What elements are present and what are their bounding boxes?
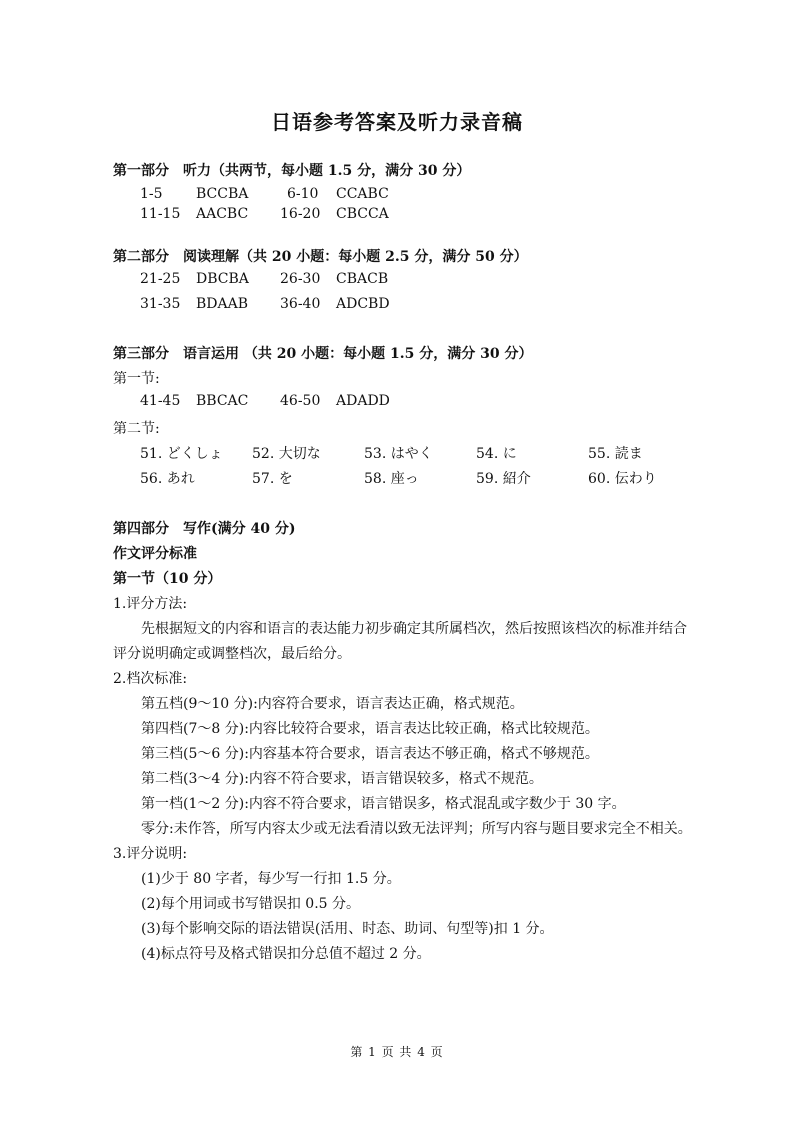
answer-item: 55. 読ま [588, 446, 643, 462]
answer-value: BCCBA [196, 186, 249, 202]
page-title: 日语参考答案及听力录音稿 [271, 110, 523, 134]
level-item: 第三档(5～6 分):内容基本符合要求，语言表达不够正确，格式不够规范。 [141, 746, 599, 762]
answer-value: CCABC [336, 186, 389, 202]
answer-item: 51. どくしょ [140, 446, 223, 462]
answer-value: DBCBA [196, 271, 249, 287]
answer-value: ADCBD [336, 296, 390, 312]
answer-value: BDAAB [196, 296, 249, 312]
answer-range: 26-30 [280, 271, 321, 287]
method-text: 先根据短文的内容和语言的表达能力初步确定其所属档次，然后按照该档次的标准并结合 [141, 621, 687, 637]
answer-item: 53. はやく [364, 446, 433, 462]
part4-heading: 第四部分 写作(满分 40 分) [113, 521, 296, 537]
answer-value: BBCAC [196, 393, 249, 409]
answer-item: 58. 座っ [364, 471, 419, 487]
level-item: 第四档(7～8 分):内容比较符合要求，语言表达比较正确，格式比较规范。 [141, 721, 599, 737]
answer-value: CBACB [336, 271, 389, 287]
note-item: (3)每个影响交际的语法错误(活用、时态、助词、句型等)扣 1 分。 [141, 921, 554, 937]
note-item: (2)每个用词或书写错误扣 0.5 分。 [141, 896, 360, 912]
answer-range: 11-15 [140, 206, 181, 222]
answer-item: 57. を [252, 471, 293, 487]
answer-item: 60. 伝わり [588, 471, 657, 487]
note-item: (4)标点符号及格式错误扣分总值不超过 2 分。 [141, 946, 431, 962]
note-item: (1)少于 80 字者，每少写一行扣 1.5 分。 [141, 871, 401, 887]
part2-heading: 第二部分 阅读理解（共 20 小题：每小题 2.5 分，满分 50 分） [113, 249, 528, 265]
answer-item: 56. あれ [140, 471, 195, 487]
method-text: 评分说明确定或调整档次，最后给分。 [113, 646, 351, 662]
level-item: 第一档(1～2 分):内容不符合要求，语言错误多，格式混乱或字数少于 30 字。 [141, 796, 626, 812]
scoring-standard-heading: 作文评分标准 [113, 546, 197, 562]
answer-range: 1-5 [140, 186, 163, 202]
answer-item: 59. 紹介 [476, 471, 531, 487]
answer-item: 54. に [476, 446, 517, 462]
level-item: 第五档(9～10 分):内容符合要求，语言表达正确，格式规范。 [141, 696, 524, 712]
answer-range: 31-35 [140, 296, 181, 312]
level-item: 第二档(3～4 分):内容不符合要求，语言错误较多，格式不规范。 [141, 771, 543, 787]
answer-value: ADADD [336, 393, 390, 409]
answer-range: 36-40 [280, 296, 321, 312]
level-item: 零分:未作答，所写内容太少或无法看清以致无法评判；所写内容与题目要求完全不相关。 [141, 821, 692, 837]
answer-range: 16-20 [280, 206, 321, 222]
answer-range: 46-50 [280, 393, 321, 409]
section-heading: 第一节（10 分） [113, 571, 222, 587]
section1-label: 第一节: [113, 371, 160, 387]
section2-label: 第二节: [113, 421, 160, 437]
answer-value: CBCCA [336, 206, 389, 222]
method-label: 1.评分方法: [113, 596, 188, 612]
answer-item: 52. 大切な [252, 446, 321, 462]
page-footer: 第 1 页 共 4 页 [350, 1045, 444, 1059]
answer-range: 41-45 [140, 393, 181, 409]
answer-value: AACBC [196, 206, 249, 222]
answer-range: 21-25 [140, 271, 181, 287]
part1-heading: 第一部分 听力（共两节，每小题 1.5 分，满分 30 分） [113, 163, 471, 179]
notes-label: 3.评分说明: [113, 846, 188, 862]
answer-range: 6-10 [287, 186, 319, 202]
levels-label: 2.档次标准: [113, 671, 188, 687]
part3-heading: 第三部分 语言运用 （共 20 小题：每小题 1.5 分，满分 30 分） [113, 346, 533, 362]
